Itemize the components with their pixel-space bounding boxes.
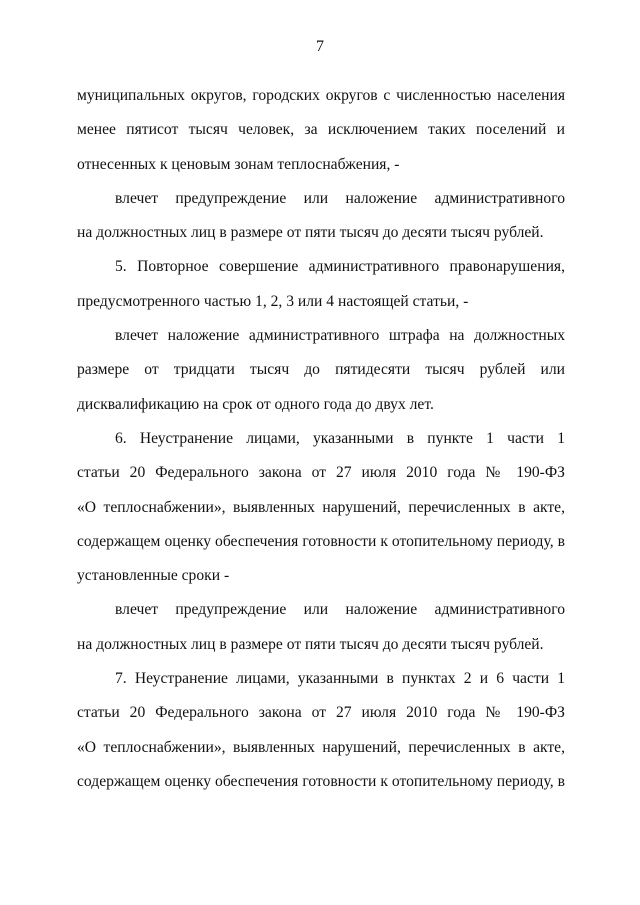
text-line: дисквалификацию на срок от одного года до двух лет. [77,395,434,413]
paragraph-penalty-warning [77,182,565,251]
text-line: установленные сроки - [77,567,230,585]
text-line: 6. Неустранение лицами, указанными в пункте 1 части 1 [115,429,565,447]
text-line: статьи 20 Федерального закона от 27 июля 2010 года № 190-ФЗ [77,704,565,722]
text-line: размере от тридцати тысяч до пятидесяти тысяч рублей или [77,361,565,379]
text-line: влечет предупреждение или наложение административного [115,601,565,619]
text-line: отнесенных к ценовым зонам теплоснабжения, - [77,155,400,173]
text-line: статьи 20 Федерального закона от 27 июля 2010 года № 190-ФЗ [77,464,565,482]
document-body [77,79,565,799]
paragraph-item-6 [77,422,565,593]
text-line: содержащем оценку обеспечения готовности к отопительному периоду, в [77,772,565,790]
page-number: 7 [316,38,324,55]
text-line: содержащем оценку обеспечения готовности к отопительному периоду, в [77,532,565,550]
paragraph-penalty-warning-2 [77,593,565,662]
text-line: «О теплоснабжении», выявленных нарушений, перечисленных в акте, [77,498,565,516]
text-line: 5. Повторное совершение административного правонарушения, [115,258,565,276]
text-line: влечет предупреждение или наложение административного [115,189,565,207]
text-line: 7. Неустранение лицами, указанными в пунктах 2 и 6 части 1 [115,670,565,688]
paragraph-continuation [77,79,565,182]
text-line: влечет наложение административного штрафа на должностных [115,327,565,345]
paragraph-item-7 [77,662,565,799]
text-line: предусмотренного частью 1, 2, 3 или 4 настоящей статьи, - [77,292,469,310]
text-line: на должностных лиц в размере от пяти тысяч до десяти тысяч рублей. [77,635,544,653]
text-line: «О теплоснабжении», выявленных нарушений, перечисленных в акте, [77,738,565,756]
text-line: на должностных лиц в размере от пяти тысяч до десяти тысяч рублей. [77,224,544,242]
text-line: муниципальных округов, городских округов с численностью населения [77,87,565,104]
paragraph-item-5 [77,250,565,319]
paragraph-penalty-disqualification [77,319,565,422]
text-line: менее пятисот тысяч человек, за исключением таких поселений и [77,121,565,139]
